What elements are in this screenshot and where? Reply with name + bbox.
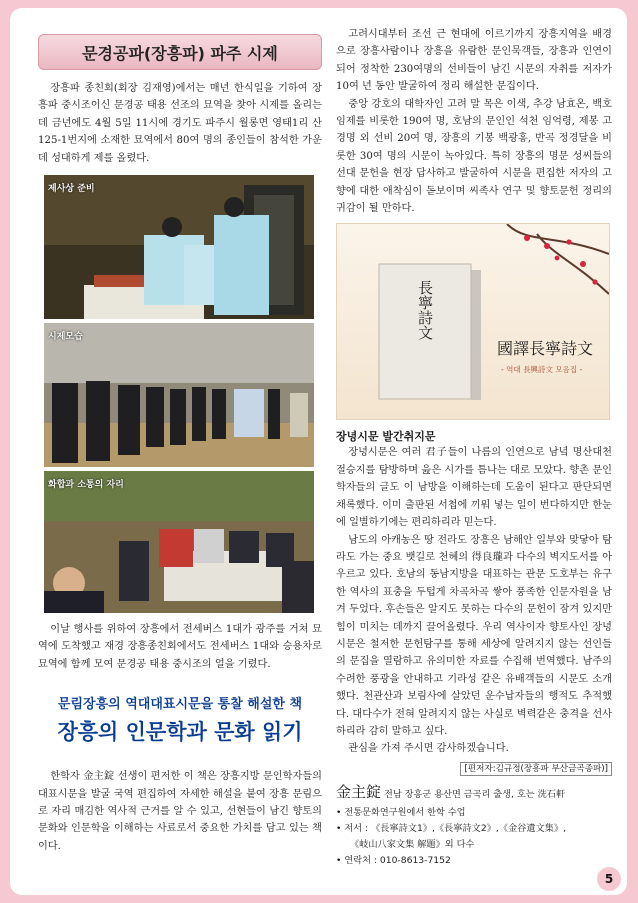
book-heading-line2: 장흥의 인문학과 문화 읽기	[57, 720, 303, 745]
book-title-big: 國譯長寧詩文	[497, 339, 594, 359]
author-details	[336, 805, 612, 869]
book-title-sub: - 역대 長興詩文 모음집 -	[501, 365, 583, 375]
body-paragraph-3: 장녕시문은 여러 君子들이 나름의 인연으로 남녘 명산대천 절승지를 탐방하며 읊은 시가를 틈나는 대로 모았다. 향촌 문인학자들의 글도 이 남방을 이해하는데 도움이 된다고 판단되면 채록했다. 이미 출판된 서첩에 끼워 넣는 일이 번다하지만 한눈에 일별하기에는 편리하리라 믿는다.	[336, 447, 612, 529]
author-detail-item: • 저서 : 《長寧詩文1》,《長寧詩文2》,《金谷遺文集》,	[336, 822, 567, 834]
book-heading-line1: 문림장흥의 역대대표시문을 통찰 해설한 책	[57, 697, 303, 713]
intro-paragraph: 장흥파 종친회(회장 김재영)에서는 매년 한식일을 기하여 장흥파 중시조이신 문경공 태용 선조의 묘역을 찾아 시제를 올리는데 금년에도 4월 5일 11시에 경기도 파주시 월롱면 영태1리 산 125-1번지에 소재한 묘역에서 80여 명의 종인들이 참석한 가운데 성대하게 제를 올렸다.	[38, 83, 322, 164]
book-intro-paragraph: 한학자 金主錠 선생이 편저한 이 책은 장흥지방 문인학자들의 대표시문을 발굴 국역 편집하여 자세한 해설을 붙여 장흥 문림으로 자리 매김한 역사적 근거를 알 수 있고, 선현들이 남긴 향토의 문화와 인문학을 이해하는 사료로서 중요한 가치를 담고 있는 책이다.	[38, 771, 322, 852]
photo-ceremony-prep	[44, 175, 314, 319]
body-paragraph-2: 중앙 강호의 대학자인 고려 말 목은 이색, 추강 남효온, 백호 임제를 비롯한 190여 명, 호남의 문인인 석천 임억령, 제봉 고경명 외 선비 20여 명, 장흥의 기봉 백광홍, 반곡 정경달을 비롯한 30여 명의 시문이 녹아있다. 특히 장흥의 명문 성씨들의 선대 문헌을 현장 답사하고 발굴하여 시문을 편집한 저자의 고향에 대한 애착심이 돋보이며 씨족사 연구 및 향토문헌 정리의 귀감이 될 만하다.	[336, 98, 612, 215]
photo-caption: 화합과 소통의 자리	[48, 480, 124, 491]
photo-ceremony-scene	[44, 323, 314, 467]
author-detail-item: • 전통문화연구원에서 한학 수업	[336, 806, 466, 818]
author-description: 전남 장흥군 용산면 금곡리 출생, 호는 洗石軒	[384, 788, 566, 800]
body-paragraph-1: 고려시대부터 조선 근 현대에 이르기까지 장흥지역을 배경으로 장흥사람이나 장흥을 유람한 문인묵객들, 장흥과 인연이 되어 정착한 230여명의 선비들이 남긴 시문의 자취를 저자가 10여 년 동안 발굴하여 정리 해설한 문집이다.	[336, 29, 612, 93]
photo-caption: 시제모습	[48, 332, 83, 343]
after-photos-paragraph: 이날 행사를 위하여 장흥에서 전세버스 1대가 광주를 거쳐 묘역에 도착했고 재경 장흥종친회에서도 전세버스 1대와 승용차로 묘역에 함께 모여 문경공 태용 중시조의 얼을 기렸다.	[38, 624, 322, 670]
article-title: 문경공파(장흥파) 파주 시제	[82, 43, 278, 63]
editor-note: [편저자:김규정(장흥파 부산금곡종파)]	[336, 762, 612, 774]
right-column	[336, 26, 612, 869]
book-cover-title: 長寧詩文	[416, 280, 434, 341]
author-name: 金主錠	[336, 782, 382, 801]
body-paragraph-5: 관심을 가져 주시면 감사하겠습니다.	[348, 743, 509, 755]
article-title-bar	[38, 34, 322, 70]
author-bio	[336, 784, 612, 869]
book-cover-image	[336, 223, 610, 420]
book-purpose-heading: 장녕시문 발간취지문	[336, 430, 436, 444]
page-number: 5	[597, 867, 621, 891]
photo-gathering	[44, 471, 314, 613]
book-heading	[38, 693, 322, 746]
author-detail-item: 《岐山八家文集 解題》외 다수	[350, 838, 475, 850]
author-detail-item: • 연락처 : 010-8613-7152	[336, 854, 451, 866]
page	[10, 8, 627, 895]
photo-caption: 제사상 준비	[48, 184, 95, 195]
left-column	[38, 26, 322, 855]
body-paragraph-4: 남도의 아캐농은 땅 전라도 장흥은 남해안 일부와 맞닿아 탐라도 가는 중요 뱃길로 천혜의 得良瓏과 다수의 벽지도서를 아우르고 있다. 호남의 동남지방을 대표하는 관문 도호부는 유구한 역사의 표충을 두텁게 차곡차곡 쌓아 풍족한 인문자원을 남겨 두었다. 후손들은 알지도 못하는 다수의 문헌이 잠겨 있지만 힘이 미치는 데까지 끌어올렸다. 우리 역사이자 향토사인 장녕시문은 철저한 문헌탐구를 통해 세상에 알려지지 않는 선인들의 문집을 열람하고 유의미한 자료를 수집해 번역했다. 남주의 수려한 풍광을 안내하고 기라성 같은 유배객들의 시문도 소개했다. 천관산과 보림사에 살았던 운수납자들의 행적도 추적했다. 대다수가 전혀 알려지지 않는 사실로 벽력같은 충격을 선사하리라 감히 말하고 싶다.	[336, 534, 612, 737]
